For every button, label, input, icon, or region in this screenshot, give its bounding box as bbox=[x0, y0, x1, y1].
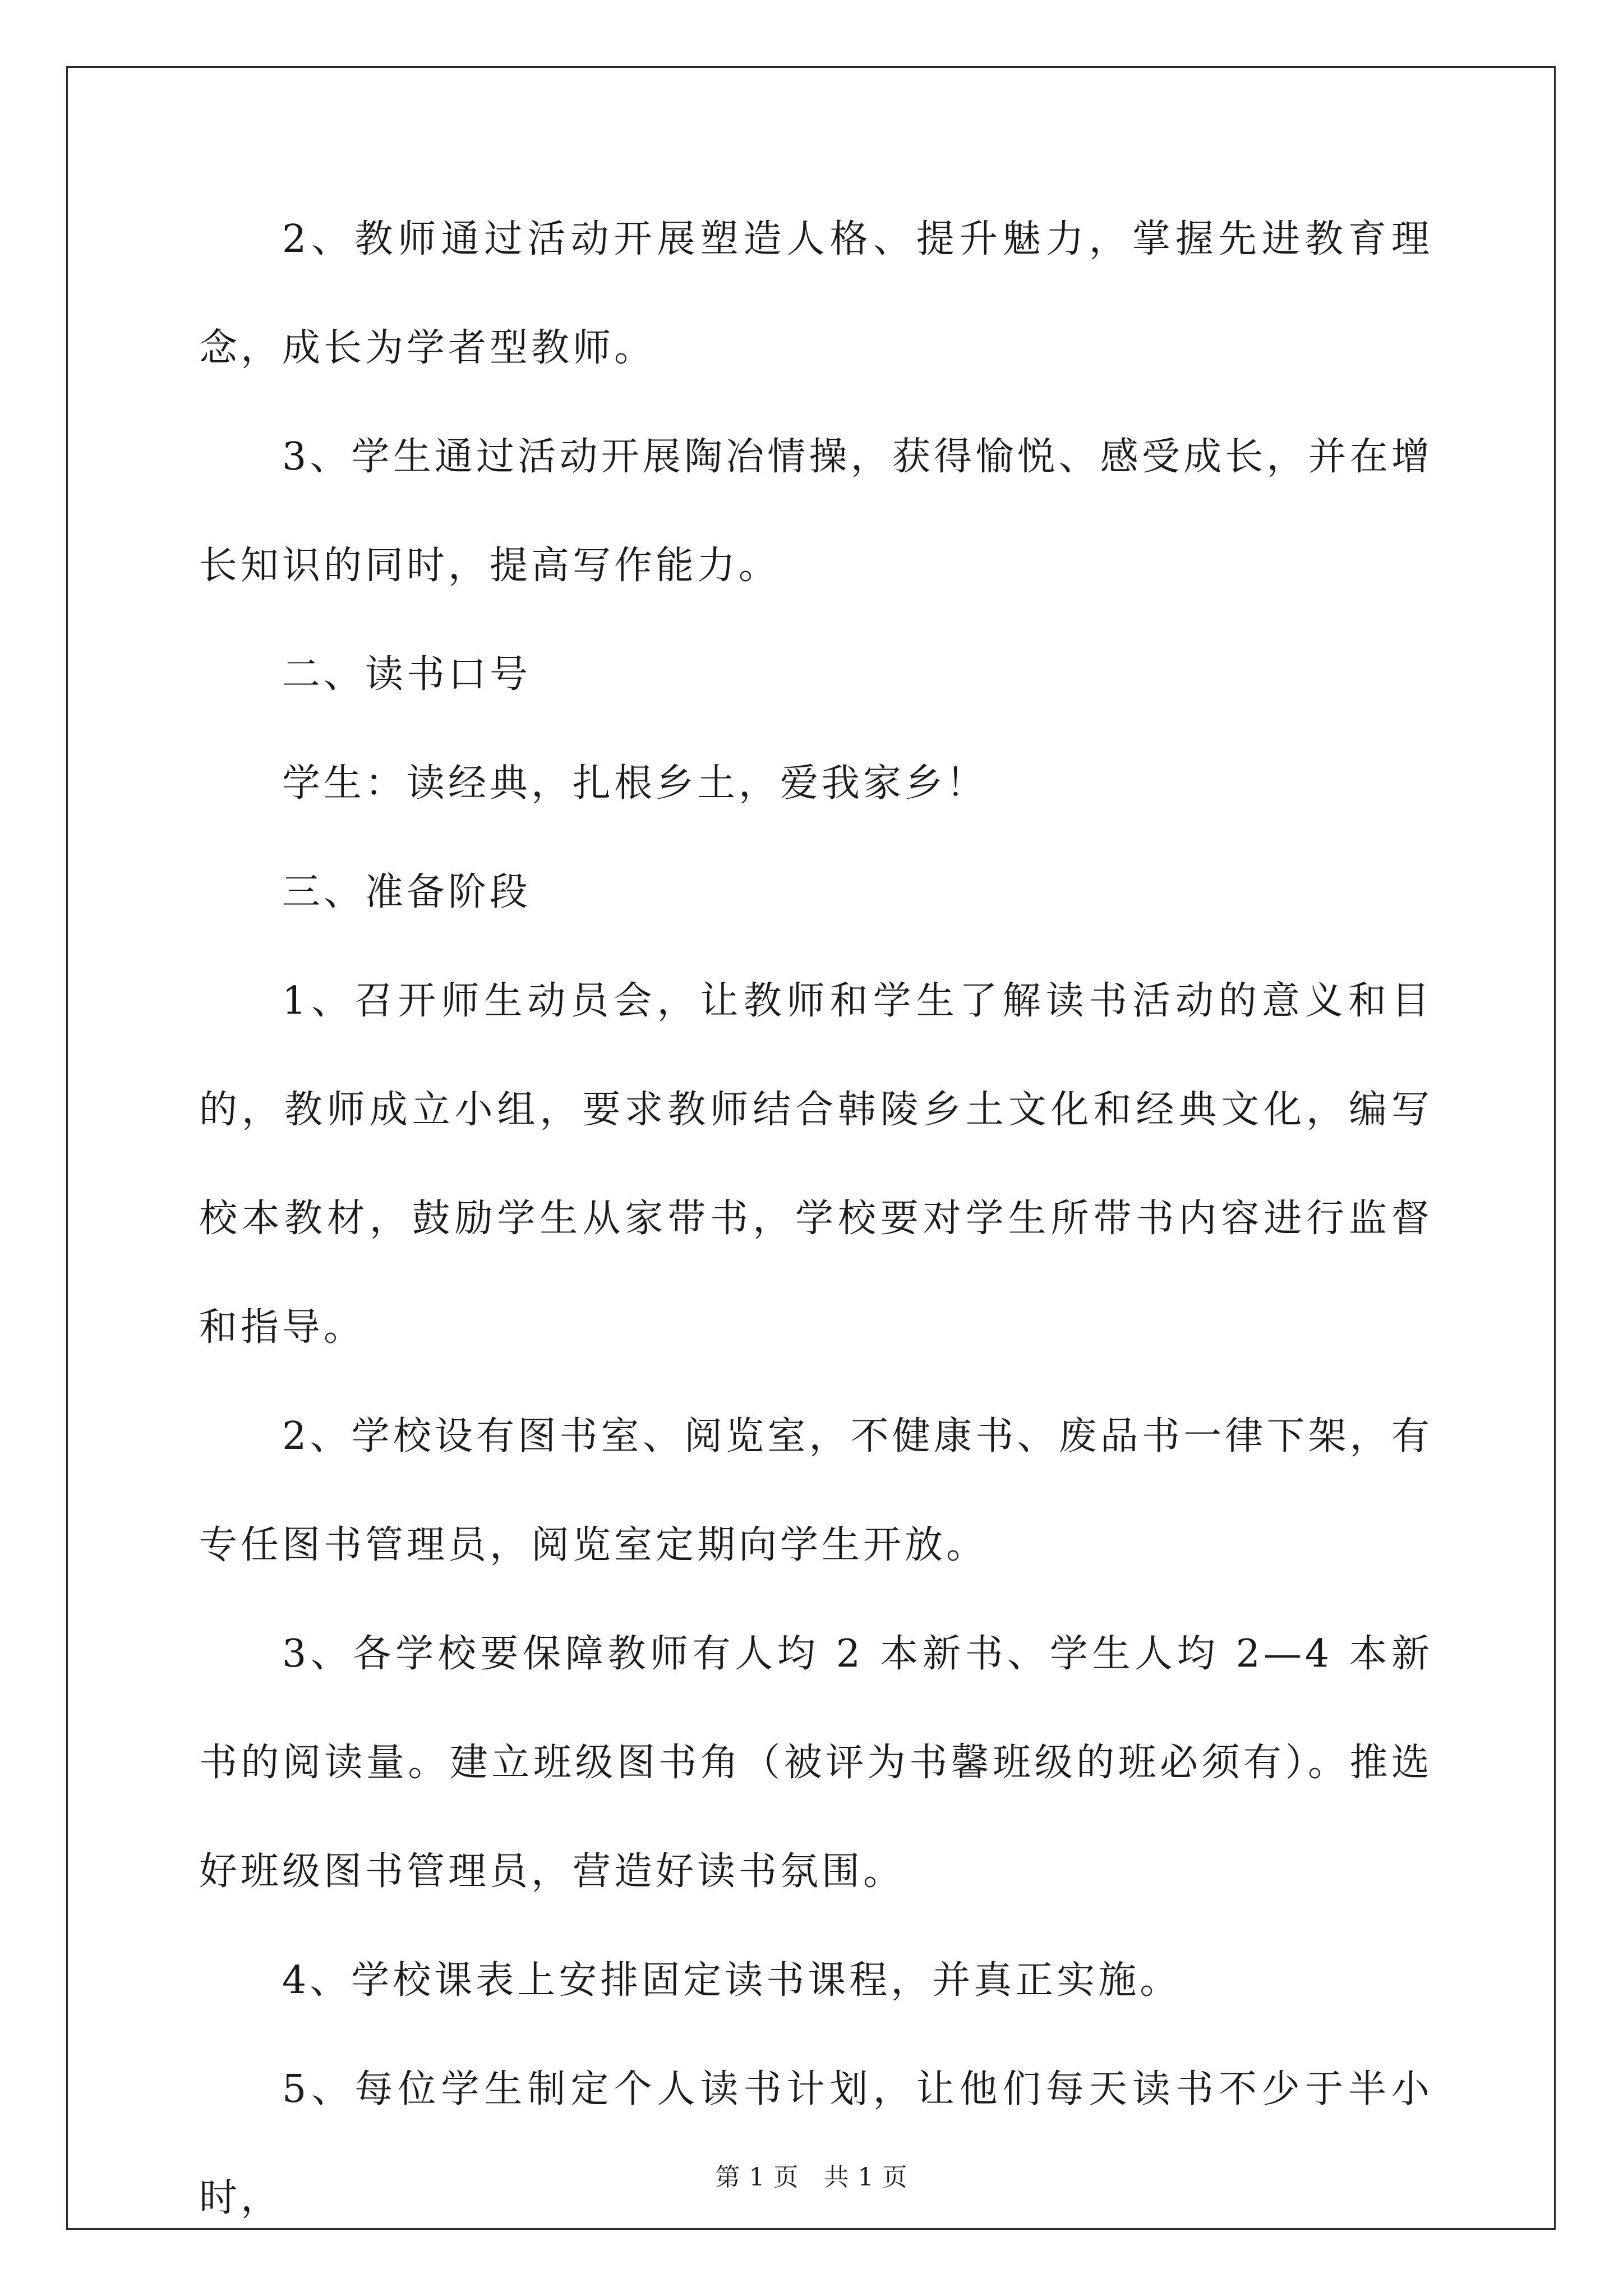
paragraph: 5、每位学生制定个人读书计划，让他们每天读书不少于半小时， bbox=[199, 2067, 1433, 2220]
paragraph: 4、学校课表上安排固定读书课程，并真正实施。 bbox=[282, 1958, 1182, 2003]
paragraph: 3、各学校要保障教师有人均 2 本新书、学生人均 2—4 本新书的阅读量。建立班级图书角（被评为书馨班级的班必须有）。推选好班级图书管理员，营造好读书氛围。 bbox=[199, 1632, 1433, 1894]
paragraph: 2、学校设有图书室、阅览室，不健康书、废品书一律下架，有专任图书管理员，阅览室定期向学生开放。 bbox=[199, 1414, 1433, 1567]
document-body bbox=[199, 185, 1433, 2253]
paragraph: 1、召开师生动员会，让教师和学生了解读书活动的意义和目的，教师成立小组，要求教师结合韩陵乡土文化和经典文化，编写校本教材，鼓励学生从家带书，学校要对学生所带书内容进行监督和指导。 bbox=[199, 979, 1433, 1350]
page-footer: 第 1 页 共 1 页 bbox=[715, 2163, 908, 2192]
paragraph: 2、教师通过活动开展塑造人格、提升魅力，掌握先进教育理念，成长为学者型教师。 bbox=[199, 217, 1433, 370]
paragraph: 3、学生通过活动开展陶冶情操，获得愉悦、感受成长，并在增长知识的同时，提高写作能力。 bbox=[199, 435, 1433, 588]
section-heading: 三、准备阶段 bbox=[282, 870, 532, 914]
paragraph: 学生：读经典，扎根乡土，爱我家乡！ bbox=[282, 761, 988, 806]
section-heading: 二、读书口号 bbox=[282, 652, 532, 697]
